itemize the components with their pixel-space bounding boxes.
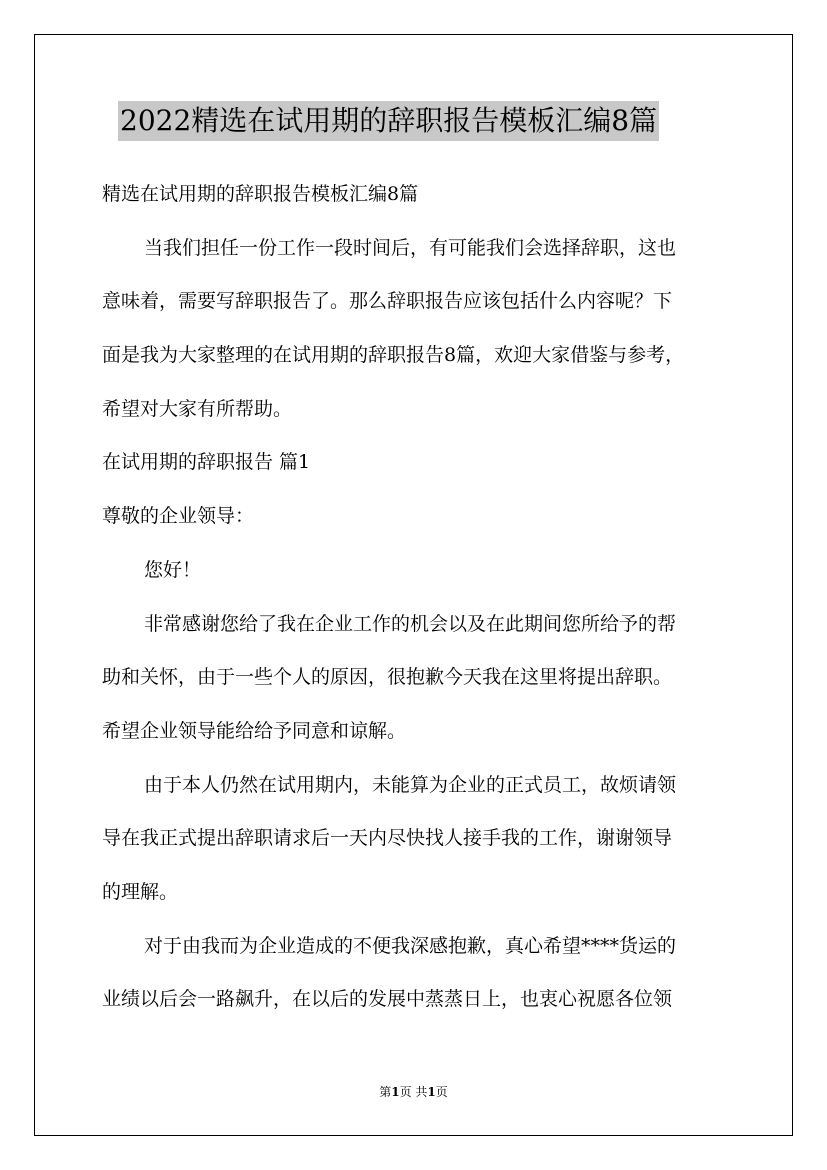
page-footer [0,1083,827,1100]
paragraph-line: 由于本人仍然在试用期内，未能算为企业的正式员工，故烦请领 [144,773,677,796]
paragraph-line: 当我们担任一份工作一段时间后，有可能我们会选择辞职，这也 [144,236,677,259]
footer-page-suffix: 页 [435,1085,448,1099]
paragraph-line: 希望对大家有所帮助。 [102,397,293,420]
paragraph-line: 非常感谢您给了我在企业工作的机会以及在此期间您所给予的帮 [144,612,677,635]
paragraph-line: 希望企业领导能给给予同意和谅解。 [102,719,407,742]
section-heading: 在试用期的辞职报告 篇1 [102,451,311,474]
paragraph-line: 导在我正式提出辞职请求后一天内尽快找人接手我的工作，谢谢领导 [102,827,673,850]
document-title: 2022精选在试用期的辞职报告模板汇编8篇 [118,101,659,141]
paragraph-line: 助和关怀，由于一些个人的原因，很抱歉今天我在这里将提出辞职。 [102,666,673,689]
footer-page-prefix: 第 [379,1085,392,1099]
footer-page-mid: 页 共 [399,1085,428,1099]
subtitle-line: 精选在试用期的辞职报告模板汇编8篇 [102,183,419,205]
paragraph-line: 的理解。 [102,880,179,903]
paragraph-line: 意味着，需要写辞职报告了。那么辞职报告应该包括什么内容呢？下 [102,290,673,313]
footer-page-number: 1 [391,1085,400,1099]
greeting: 您好！ [144,558,202,581]
paragraph-line: 对于由我而为企业造成的不便我深感抱歉，真心希望****货运的 [144,934,677,957]
document-body [102,170,742,1029]
paragraph-line: 面是我为大家整理的在试用期的辞职报告8篇，欢迎大家借鉴与参考， [102,344,685,367]
paragraph-line: 业绩以后会一路飙升，在以后的发展中蒸蒸日上，也衷心祝愿各位领 [102,988,673,1011]
footer-total-pages: 1 [427,1085,436,1099]
salutation: 尊敬的企业领导： [102,505,255,528]
